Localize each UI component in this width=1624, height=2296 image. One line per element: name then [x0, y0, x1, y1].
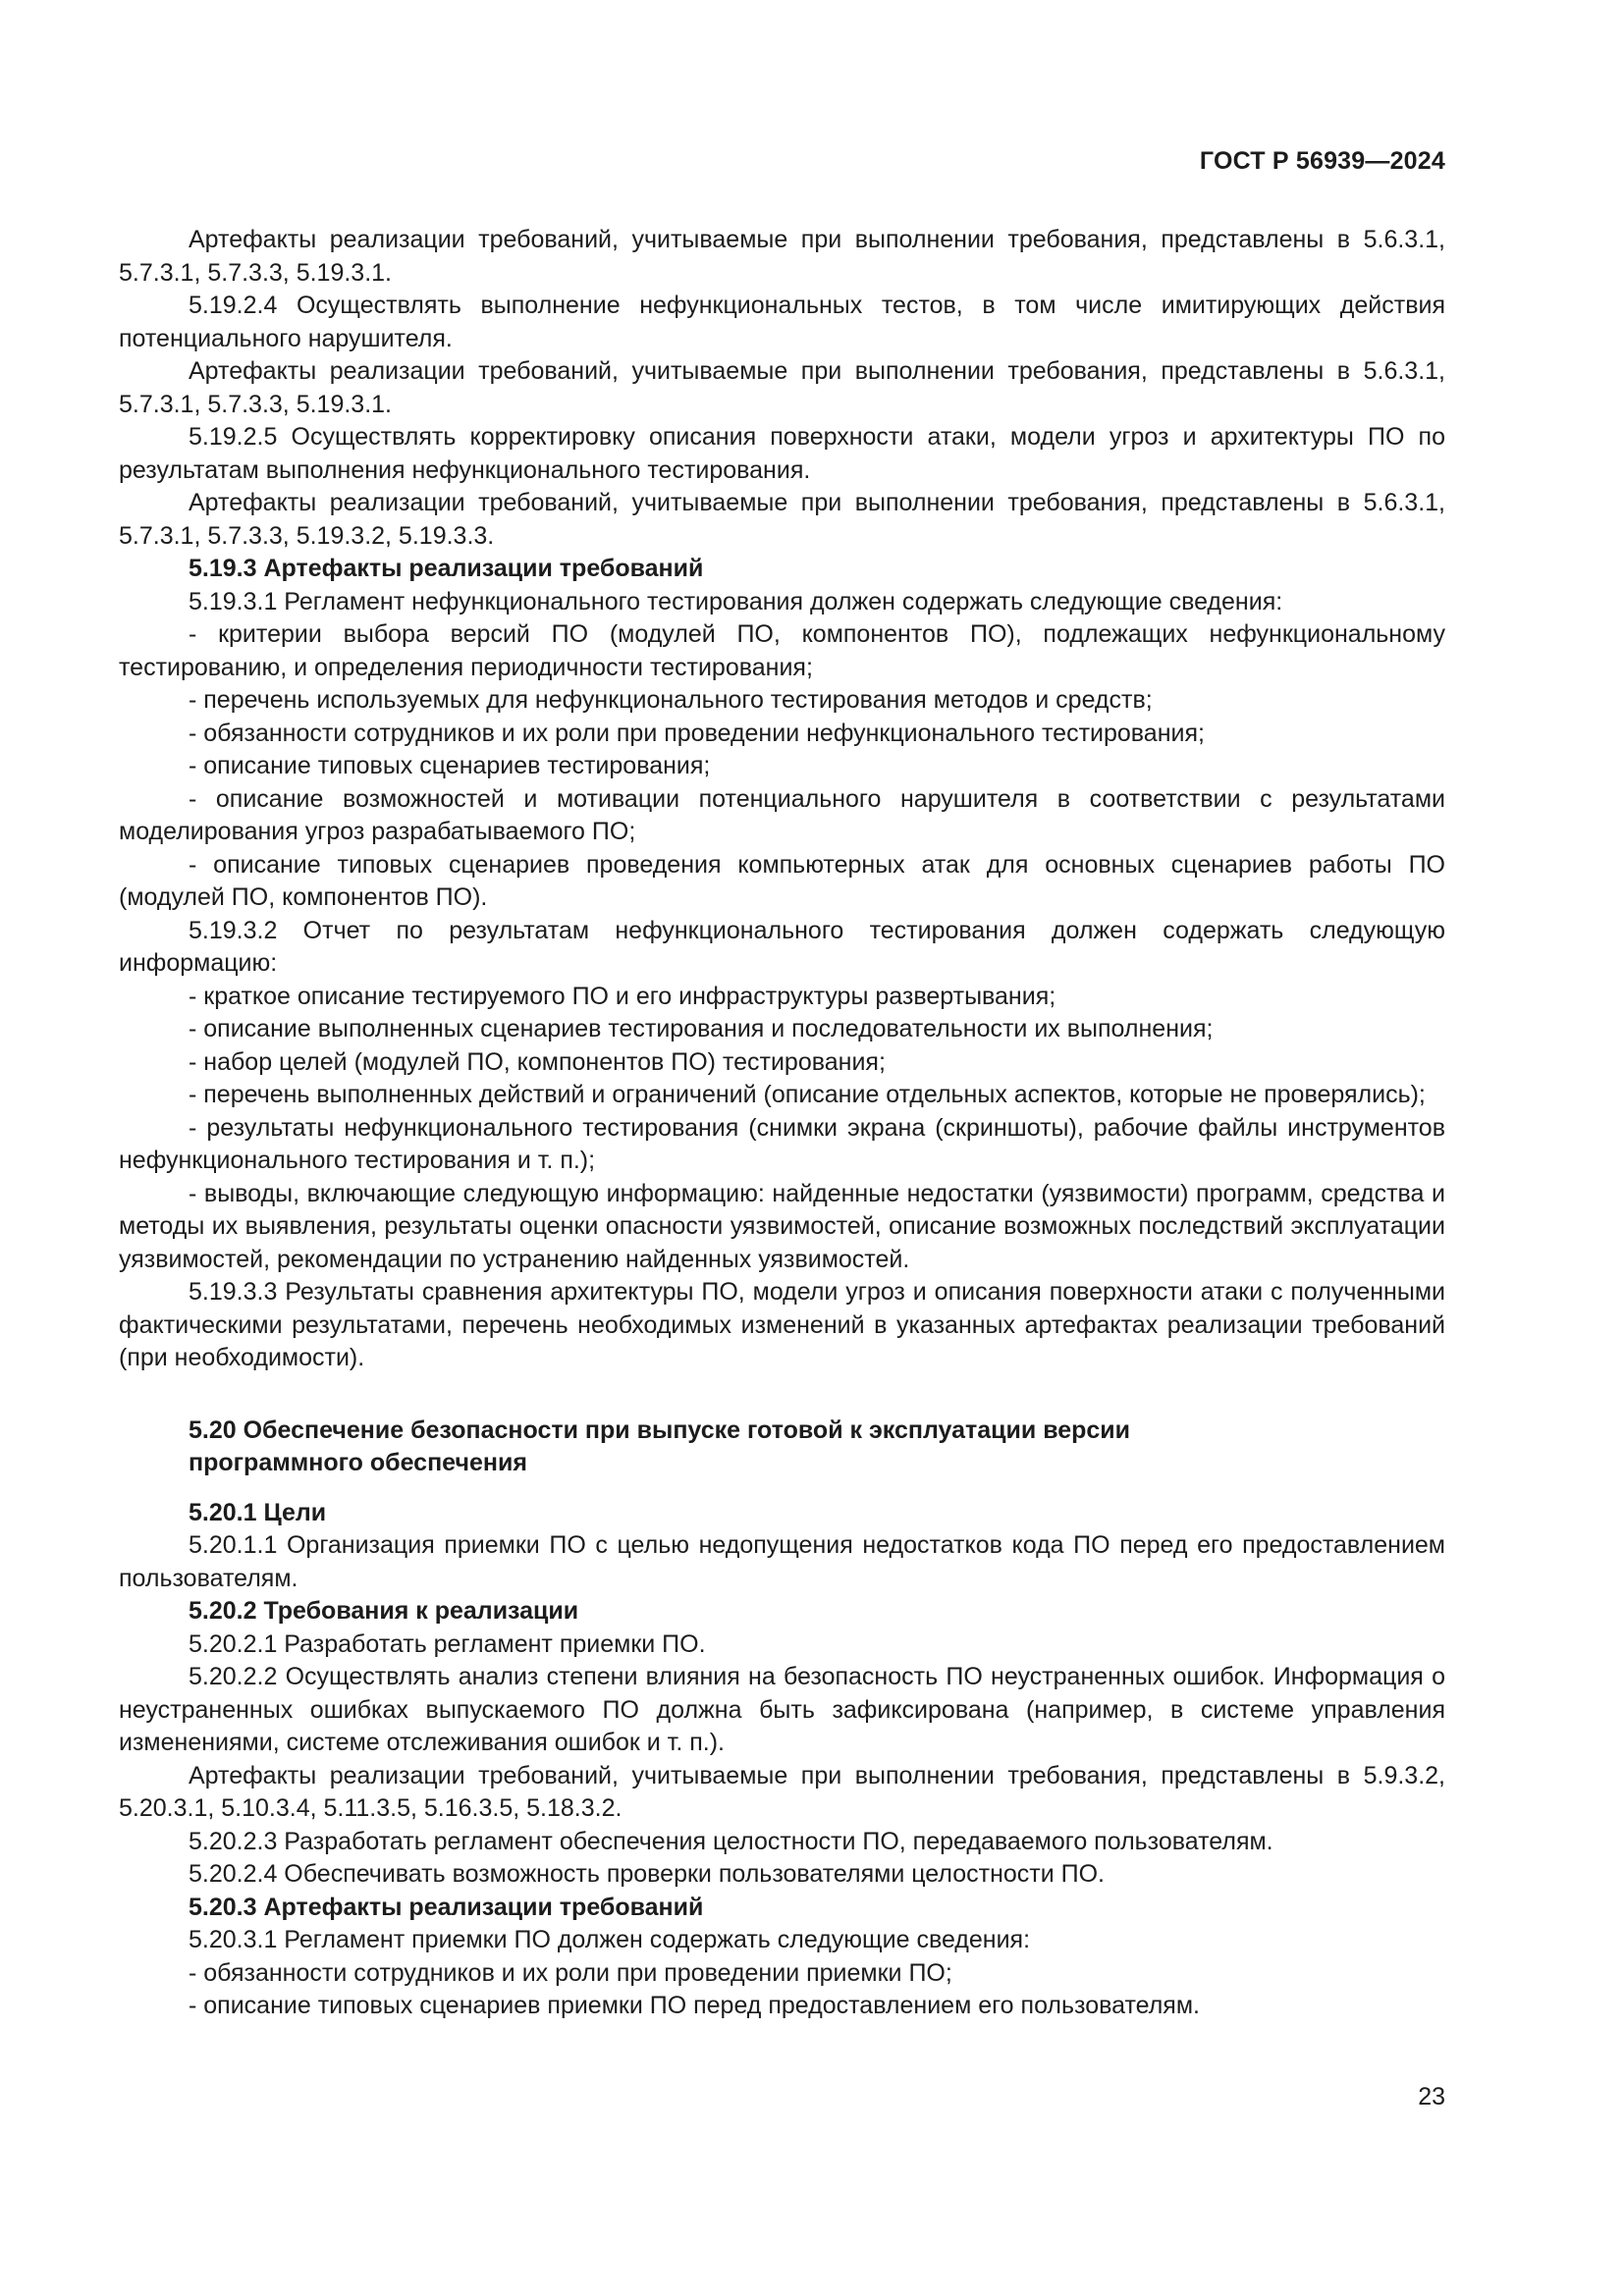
list-item: - перечень используемых для нефункционального тестирования методов и средств;	[189, 686, 1153, 714]
paragraph: 5.20.2.3 Разработать регламент обеспечения целостности ПО, передаваемого пользователям.	[189, 1827, 1273, 1855]
list-item: - критерии выбора версий ПО (модулей ПО, компонентов ПО), подлежащих нефункциональному тестированию, и определения периодичности тестирования;	[119, 620, 1445, 681]
paragraph: 5.19.3.3 Результаты сравнения архитектуры ПО, модели угроз и описания поверхности атаки с полученными фактическими результатами, перечень необходимых изменений в указанных артефактах реализации требований (при необходимости).	[119, 1278, 1445, 1371]
section-heading-line: программного обеспечения	[189, 1448, 527, 1476]
list-item: - результаты нефункционального тестирования (снимки экрана (скриншоты), рабочие файлы инструментов нефункционального тестирования и т. п.);	[119, 1113, 1445, 1174]
list-item: - описание типовых сценариев тестирования;	[189, 752, 711, 779]
subsection-heading: 5.20.3 Артефакты реализации требований	[189, 1893, 704, 1921]
list-item: - выводы, включающие следующую информацию: найденные недостатки (уязвимости) программ, средства и методы их выявления, результаты оценки опасности уязвимостей, описание возможных последствий эксплуатации уязвимостей, рекомендации по устранению найденных уязвимостей.	[119, 1179, 1445, 1273]
list-item: - обязанности сотрудников и их роли при проведении нефункционального тестирования;	[189, 719, 1205, 747]
list-item: - краткое описание тестируемого ПО и его инфраструктуры развертывания;	[189, 982, 1056, 1010]
paragraph: Артефакты реализации требований, учитываемые при выполнении требования, представлены в 5.6.3.1, 5.7.3.1, 5.7.3.3, 5.19.3.1.	[119, 357, 1445, 418]
paragraph: 5.19.3.2 Отчет по результатам нефункционального тестирования должен содержать следующую информацию:	[119, 916, 1445, 977]
subsection-heading: 5.19.3 Артефакты реализации требований	[189, 555, 704, 582]
list-item: - набор целей (модулей ПО, компонентов ПО) тестирования;	[189, 1047, 886, 1076]
list-item: - описание выполненных сценариев тестирования и последовательности их выполнения;	[189, 1015, 1214, 1042]
paragraph: Артефакты реализации требований, учитываемые при выполнении требования, представлены в 5.6.3.1, 5.7.3.1, 5.7.3.3, 5.19.3.2, 5.19.3.3.	[119, 489, 1445, 550]
paragraph: 5.20.3.1 Регламент приемки ПО должен содержать следующие сведения:	[189, 1926, 1031, 1953]
paragraph: 5.19.2.5 Осуществлять корректировку описания поверхности атаки, модели угроз и архитектуры ПО по результатам выполнения нефункционального тестирования.	[119, 423, 1445, 484]
document-code: ГОСТ Р 56939—2024	[1199, 147, 1445, 175]
paragraph: Артефакты реализации требований, учитываемые при выполнении требования, представлены в 5.6.3.1, 5.7.3.1, 5.7.3.3, 5.19.3.1.	[119, 226, 1445, 287]
paragraph: Артефакты реализации требований, учитываемые при выполнении требования, представлены в 5.9.3.2, 5.20.3.1, 5.10.3.4, 5.11.3.5, 5.16.3.5, 5.18.3.2.	[119, 1761, 1445, 1822]
list-item: - описание типовых сценариев проведения компьютерных атак для основных сценариев работы ПО (модулей ПО, компонентов ПО).	[119, 850, 1445, 911]
subsection-heading: 5.20.1 Цели	[189, 1498, 327, 1526]
list-item: - обязанности сотрудников и их роли при проведении приемки ПО;	[189, 1958, 952, 1987]
section-heading	[119, 1415, 1445, 1479]
paragraph: 5.19.2.4 Осуществлять выполнение нефункциональных тестов, в том числе имитирующих действия потенциального нарушителя.	[119, 292, 1445, 352]
list-item: - перечень выполненных действий и ограничений (описание отдельных аспектов, которые не проверялись);	[189, 1081, 1426, 1108]
section-heading-line: 5.20 Обеспечение безопасности при выпуске готовой к эксплуатации версии	[189, 1415, 1131, 1444]
paragraph: 5.19.3.1 Регламент нефункционального тестирования должен содержать следующие сведения:	[189, 587, 1283, 615]
list-item: - описание типовых сценариев приемки ПО перед предоставлением его пользователям.	[189, 1992, 1200, 2019]
subsection-heading: 5.20.2 Требования к реализации	[189, 1597, 579, 1625]
document-body	[119, 224, 1445, 2023]
list-item: - описание возможностей и мотивации потенциального нарушителя в соответствии с результатами моделирования угроз разрабатываемого ПО;	[119, 784, 1445, 845]
page-number: 23	[1418, 2083, 1445, 2110]
paragraph: 5.20.1.1 Организация приемки ПО с целью недопущения недостатков кода ПО перед его предоставлением пользователям.	[119, 1531, 1445, 1592]
paragraph: 5.20.2.1 Разработать регламент приемки ПО.	[189, 1629, 706, 1658]
paragraph: 5.20.2.4 Обеспечивать возможность проверки пользователями целостности ПО.	[189, 1860, 1105, 1888]
paragraph: 5.20.2.2 Осуществлять анализ степени влияния на безопасность ПО неустраненных ошибок. Информация о неустраненных ошибках выпускаемого ПО должна быть зафиксирована (например, в системе управления изменениями, системе отслеживания ошибок и т. п.).	[119, 1663, 1445, 1756]
